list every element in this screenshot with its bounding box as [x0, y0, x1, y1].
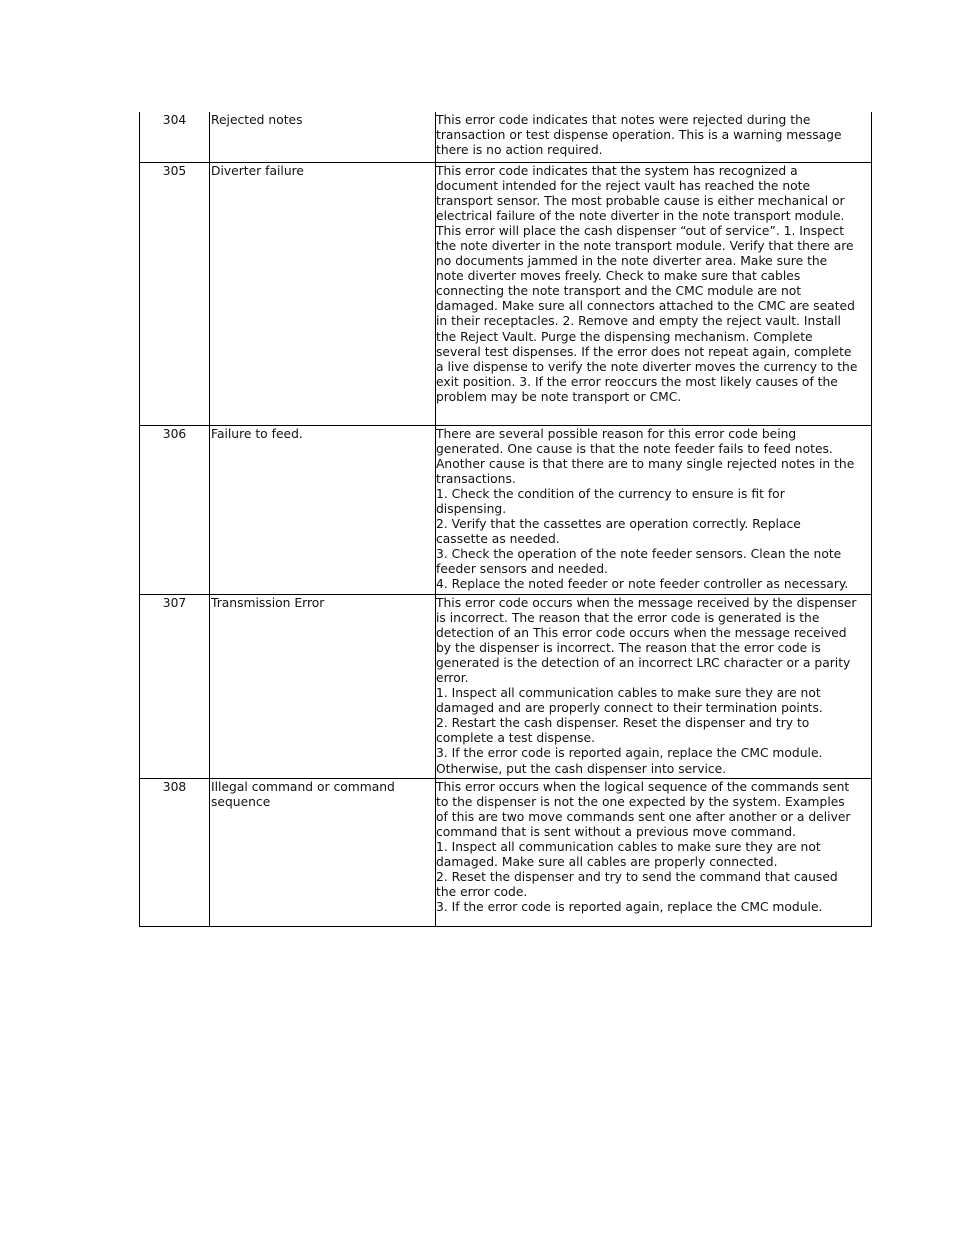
description-line: damaged and are properly connect to their termination points. [436, 701, 823, 716]
description-line: several test dispenses. If the error does not repeat again, complete [436, 344, 852, 359]
description-line: electrical failure of the note diverter in the note transport module. [436, 208, 845, 223]
error-code: 306 [140, 425, 210, 594]
error-code-table [139, 112, 872, 927]
error-code: 307 [140, 594, 210, 778]
table-row [140, 425, 872, 594]
description-line: document intended for the reject vault has reached the note [436, 178, 811, 193]
description-line: Otherwise, put the cash dispenser into service. [436, 761, 727, 776]
description-line: 1. Inspect all communication cables to make sure they are not [436, 840, 821, 855]
description-line: generated. One cause is that the note feeder fails to feed notes. [436, 441, 833, 456]
description-line: 2. Restart the cash dispenser. Reset the dispenser and try to [436, 716, 810, 731]
description-line: transport sensor. The most probable cause is either mechanical or [436, 193, 845, 208]
description-line: transactions. [436, 471, 516, 486]
description-line: damaged. Make sure all connectors attached to the CMC are seated [436, 299, 855, 314]
description-line: complete a test dispense. [436, 731, 595, 746]
description-line: exit position. 3. If the error reoccurs the most likely causes of the [436, 374, 838, 389]
description-line: there is no action required. [436, 143, 603, 158]
description-line: the error code. [436, 885, 528, 900]
description-line: 2. Verify that the cassettes are operation correctly. Replace [436, 517, 801, 532]
description-line: Another cause is that there are to many single rejected notes in the [436, 456, 855, 471]
description-line: 1. Check the condition of the currency to ensure is fit for [436, 486, 785, 501]
error-description [436, 778, 872, 926]
description-line: problem may be note transport or CMC. [436, 389, 682, 404]
description-line: feeder sensors and needed. [436, 562, 608, 577]
description-line: to the dispenser is not the one expected by the system. Examples [436, 794, 845, 809]
description-line: This error code indicates that notes were rejected during the [436, 113, 811, 127]
description-line: is incorrect. The reason that the error code is generated is the [436, 610, 820, 625]
description-line: This error code indicates that the system has recognized a [436, 163, 798, 178]
description-line: 3. If the error code is reported again, replace the CMC module. [436, 900, 823, 915]
description-line: cassette as needed. [436, 532, 560, 547]
description-line: error. [436, 671, 469, 685]
error-name-line: Illegal command or command [211, 779, 395, 794]
description-line: generated is the detection of an incorrect LRC character or a parity [436, 655, 851, 670]
description-line: the Reject Vault. Purge the dispensing mechanism. Complete [436, 329, 813, 344]
description-line: This error will place the cash dispenser “out of service”. 1. Inspect [436, 223, 845, 238]
error-name: Rejected notes [210, 112, 436, 162]
description-line: transaction or test dispense operation. This is a warning message [436, 128, 842, 143]
error-name: Transmission Error [210, 594, 436, 778]
description-line: damaged. Make sure all cables are properly connected. [436, 855, 778, 870]
description-line: of this are two move commands sent one after another or a deliver [436, 809, 851, 824]
error-description [436, 425, 872, 594]
description-line: connecting the note transport and the CMC module are not [436, 284, 802, 299]
error-name [210, 778, 436, 926]
error-code: 304 [140, 112, 210, 162]
description-line: detection of an This error code occurs when the message received [436, 625, 847, 640]
error-description [436, 594, 872, 778]
description-line: dispensing. [436, 501, 507, 516]
description-line: 1. Inspect all communication cables to make sure they are not [436, 686, 821, 701]
table-row [140, 112, 872, 162]
description-line: 3. Check the operation of the note feeder sensors. Clean the note [436, 547, 842, 562]
error-code: 308 [140, 778, 210, 926]
description-line: no documents jammed in the note diverter area. Make sure the [436, 254, 828, 269]
error-description [436, 112, 872, 162]
description-line: note diverter moves freely. Check to make sure that cables [436, 269, 801, 284]
table-row [140, 594, 872, 778]
error-name: Diverter failure [210, 162, 436, 425]
table-row [140, 778, 872, 926]
description-line: There are several possible reason for this error code being [436, 426, 797, 441]
description-line: in their receptacles. 2. Remove and empty the reject vault. Install [436, 314, 841, 329]
description-line: 4. Replace the noted feeder or note feeder controller as necessary. [436, 577, 849, 592]
description-line: the note diverter in the note transport module. Verify that there are [436, 238, 854, 253]
description-line: 2. Reset the dispenser and try to send the command that caused [436, 870, 838, 885]
error-name: Failure to feed. [210, 425, 436, 594]
error-description [436, 162, 872, 425]
description-line: This error occurs when the logical sequence of the commands sent [436, 779, 850, 794]
description-line: 3. If the error code is reported again, replace the CMC module. [436, 746, 823, 761]
table-row [140, 162, 872, 425]
description-line: This error code occurs when the message received by the dispenser [436, 595, 857, 610]
description-line: by the dispenser is incorrect. The reason that the error code is [436, 640, 821, 655]
description-line: command that is sent without a previous move command. [436, 824, 796, 839]
error-code: 305 [140, 162, 210, 425]
description-line: a live dispense to verify the note diverter moves the currency to the [436, 359, 858, 374]
error-name-line: sequence [211, 794, 271, 809]
